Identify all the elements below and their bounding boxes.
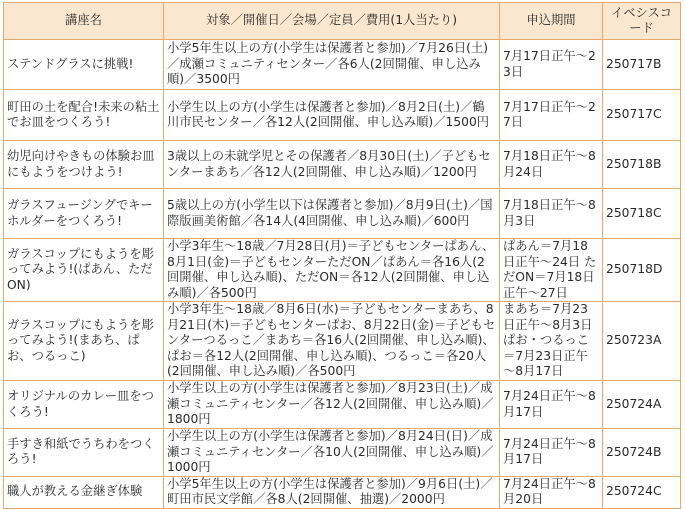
course-details: 小学3年生～18歳／8月6日(水)＝子どもセンターまあち、8月21日(木)＝子どもセンターぱお、8月22日(金)＝子どもセンターつるっこ／まあち＝各16人(2回開催、申し込み順)、ぱお＝各12人(2回開催、申し込み順)、つるっこ＝各20人(2回開催、申し込み順)／各500円 <box>164 302 500 381</box>
table-row <box>4 90 681 141</box>
course-details: 小学生以上の方(小学生は保護者と参加)／8月24日(日)／成瀬コミュニティセンター／各10人(2回開催、申し込み順)／1000円 <box>164 429 500 477</box>
header-details: 対象／開催日／会場／定員／費用(1人当たり) <box>164 3 500 40</box>
application-period: まあち＝7月23日正午～8月3日 ぱお・つるっこ＝7月23日正午～8月17日 <box>500 302 603 381</box>
course-name: ガラスコップにもようを彫ってみよう!(まあち、ぱお、つるっこ) <box>4 302 164 381</box>
header-application-period: 申込期間 <box>500 3 603 40</box>
event-code: 250718C <box>603 189 681 239</box>
course-name: 町田の土を配合!未来の粘土でお皿をつくろう! <box>4 90 164 141</box>
course-table <box>3 2 681 509</box>
course-details: 小学5年生以上の方(小学生は保護者と参加)／7月26日(土)／成瀬コミュニティセンター／各6人(2回開催、申し込み順)／3500円 <box>164 40 500 90</box>
course-details: 小学5年生以上の方(小学生は保護者と参加)／9月6日(土)／町田市民文学館／各8人(2回開催、抽選)／2000円 <box>164 476 500 508</box>
application-period: 7月17日正午～27日 <box>500 90 603 141</box>
event-code: 250724C <box>603 476 681 508</box>
course-details: 小学生以上の方(小学生は保護者と参加)／8月2日(土)／鶴川市民センター／各12人(2回開催、申し込み順)／1500円 <box>164 90 500 141</box>
application-period: 7月24日正午～8月20日 <box>500 476 603 508</box>
event-code: 250724A <box>603 381 681 429</box>
event-code: 250718B <box>603 141 681 189</box>
course-details: 小学生以上の方(小学生は保護者と参加)／8月23日(土)／成瀬コミュニティセンター／各12人(2回開催、申し込み順)／1800円 <box>164 381 500 429</box>
course-name: 手すき和紙でうちわをつくろう! <box>4 429 164 477</box>
table-row <box>4 239 681 302</box>
table-row <box>4 141 681 189</box>
table-row <box>4 189 681 239</box>
course-name: ステンドグラスに挑戦! <box>4 40 164 90</box>
course-name: ガラスフュージングでキーホルダーをつくろう! <box>4 189 164 239</box>
event-code: 250717B <box>603 40 681 90</box>
table-row <box>4 302 681 381</box>
application-period: 7月18日正午～8月3日 <box>500 189 603 239</box>
header-course-name: 講座名 <box>4 3 164 40</box>
course-name: 職人が教える金継ぎ体験 <box>4 476 164 508</box>
header-row <box>4 3 681 40</box>
header-event-code: イベシスコード <box>603 3 681 40</box>
course-name: 幼児向けやきもの体験お皿にもようをつけよう! <box>4 141 164 189</box>
event-code: 250723A <box>603 302 681 381</box>
course-name: ガラスコップにもようを彫ってみよう!(ぱあん、ただON) <box>4 239 164 302</box>
event-code: 250717C <box>603 90 681 141</box>
course-details: 3歳以上の未就学児とその保護者／8月30日(土)／子どもセンターまあち／各12人(2回開催、申し込み順)／1200円 <box>164 141 500 189</box>
course-details: 小学3年生～18歳／7月28日(月)＝子どもセンターぱあん、8月1日(金)＝子どもセンターただON／ぱあん＝各16人(2回開催、申し込み順)、ただON＝各12人(2回開催、申し込み順)／各500円 <box>164 239 500 302</box>
application-period: 7月24日正午～8月17日 <box>500 381 603 429</box>
application-period: ぱあん＝7月18日正午～24日 ただON＝7月18日正午～27日 <box>500 239 603 302</box>
event-code: 250718D <box>603 239 681 302</box>
application-period: 7月24日正午～8月17日 <box>500 429 603 477</box>
table-row <box>4 476 681 508</box>
course-name: オリジナルのカレー皿をつくろう! <box>4 381 164 429</box>
table-row <box>4 429 681 477</box>
event-code: 250724B <box>603 429 681 477</box>
table-row <box>4 40 681 90</box>
table-row <box>4 381 681 429</box>
application-period: 7月17日正午～23日 <box>500 40 603 90</box>
course-details: 5歳以上の方(小学生以下は保護者と参加)／8月9日(土)／国際版画美術館／各14人(4回開催、申し込み順)／600円 <box>164 189 500 239</box>
application-period: 7月18日正午～8月24日 <box>500 141 603 189</box>
